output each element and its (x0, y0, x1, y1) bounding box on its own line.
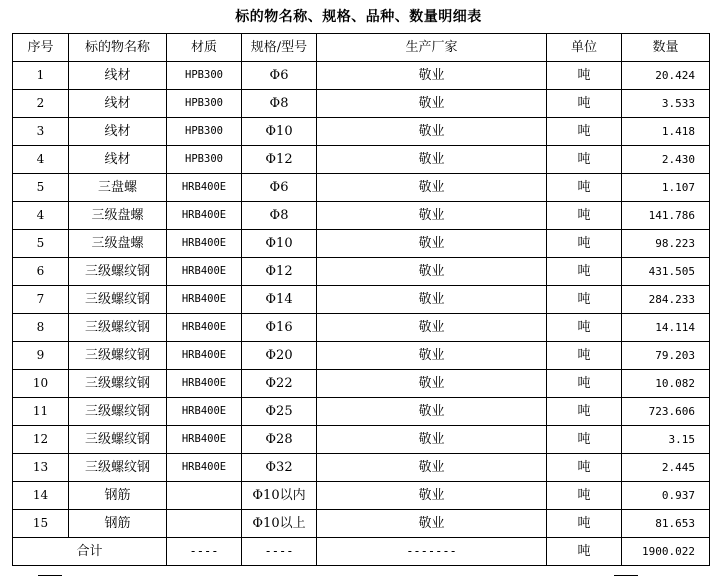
cell-unit: 吨 (547, 482, 622, 510)
cell-name: 线材 (69, 118, 167, 146)
cell-unit: 吨 (547, 314, 622, 342)
cell-qty: 284.233 (622, 286, 710, 314)
cell-name: 线材 (69, 62, 167, 90)
cell-qty: 14.114 (622, 314, 710, 342)
cell-no: 4 (13, 146, 69, 174)
footer-rule-left (38, 575, 62, 576)
cell-spec: Φ12 (242, 258, 317, 286)
cell-material (167, 482, 242, 510)
cell-qty: 1.418 (622, 118, 710, 146)
table-row (13, 258, 710, 286)
cell-unit: 吨 (547, 370, 622, 398)
cell-maker: 敬业 (317, 146, 547, 174)
cell-name: 钢筋 (69, 482, 167, 510)
cell-material: HRB400E (167, 202, 242, 230)
cell-name: 钢筋 (69, 510, 167, 538)
cell-qty: 2.430 (622, 146, 710, 174)
cell-material: HPB300 (167, 118, 242, 146)
cell-qty: 3.15 (622, 426, 710, 454)
cell-maker: 敬业 (317, 510, 547, 538)
cell-spec: Φ22 (242, 370, 317, 398)
cell-spec: Φ8 (242, 90, 317, 118)
total-unit: 吨 (547, 538, 622, 566)
cell-maker: 敬业 (317, 118, 547, 146)
cell-no: 4 (13, 202, 69, 230)
cell-material: HRB400E (167, 398, 242, 426)
cell-unit: 吨 (547, 510, 622, 538)
cell-maker: 敬业 (317, 62, 547, 90)
header-name: 标的物名称 (69, 34, 167, 62)
cell-maker: 敬业 (317, 398, 547, 426)
table-row (13, 146, 710, 174)
cell-unit: 吨 (547, 118, 622, 146)
cell-no: 11 (13, 398, 69, 426)
table-row (13, 370, 710, 398)
cell-no: 5 (13, 230, 69, 258)
cell-maker: 敬业 (317, 342, 547, 370)
cell-no: 2 (13, 90, 69, 118)
cell-maker: 敬业 (317, 258, 547, 286)
table-row (13, 90, 710, 118)
total-maker: ------- (317, 538, 547, 566)
cell-maker: 敬业 (317, 314, 547, 342)
cell-material: HRB400E (167, 258, 242, 286)
cell-unit: 吨 (547, 146, 622, 174)
table-row (13, 426, 710, 454)
cell-spec: Φ10 (242, 118, 317, 146)
cell-material: HPB300 (167, 146, 242, 174)
cell-qty: 723.606 (622, 398, 710, 426)
cell-name: 三级螺纹钢 (69, 342, 167, 370)
cell-unit: 吨 (547, 90, 622, 118)
cell-spec: Φ20 (242, 342, 317, 370)
cell-spec: Φ10 (242, 230, 317, 258)
cell-no: 5 (13, 174, 69, 202)
cell-unit: 吨 (547, 202, 622, 230)
cell-spec: Φ8 (242, 202, 317, 230)
footer-rule-right (614, 575, 638, 576)
cell-name: 三级盘螺 (69, 230, 167, 258)
cell-name: 三级螺纹钢 (69, 398, 167, 426)
cell-material (167, 510, 242, 538)
cell-qty: 0.937 (622, 482, 710, 510)
cell-qty: 98.223 (622, 230, 710, 258)
table-row (13, 62, 710, 90)
cell-name: 三盘螺 (69, 174, 167, 202)
header-row (13, 34, 710, 62)
header-no: 序号 (13, 34, 69, 62)
cell-unit: 吨 (547, 230, 622, 258)
cell-no: 7 (13, 286, 69, 314)
cell-name: 线材 (69, 90, 167, 118)
cell-name: 三级盘螺 (69, 202, 167, 230)
cell-material: HRB400E (167, 314, 242, 342)
cell-qty: 431.505 (622, 258, 710, 286)
cell-material: HRB400E (167, 426, 242, 454)
header-spec: 规格/型号 (242, 34, 317, 62)
detail-table (12, 33, 710, 566)
cell-material: HRB400E (167, 370, 242, 398)
table-row (13, 202, 710, 230)
header-maker: 生产厂家 (317, 34, 547, 62)
cell-no: 15 (13, 510, 69, 538)
cell-qty: 1.107 (622, 174, 710, 202)
cell-no: 8 (13, 314, 69, 342)
cell-qty: 2.445 (622, 454, 710, 482)
total-row (13, 538, 710, 566)
cell-material: HRB400E (167, 454, 242, 482)
table-row (13, 454, 710, 482)
cell-no: 14 (13, 482, 69, 510)
cell-name: 三级螺纹钢 (69, 314, 167, 342)
total-qty: 1900.022 (622, 538, 710, 566)
cell-spec: Φ10以内 (242, 482, 317, 510)
cell-maker: 敬业 (317, 426, 547, 454)
cell-no: 1 (13, 62, 69, 90)
cell-unit: 吨 (547, 62, 622, 90)
cell-name: 三级螺纹钢 (69, 286, 167, 314)
cell-name: 三级螺纹钢 (69, 454, 167, 482)
cell-material: HPB300 (167, 62, 242, 90)
total-material: ---- (167, 538, 242, 566)
header-unit: 单位 (547, 34, 622, 62)
cell-maker: 敬业 (317, 286, 547, 314)
cell-qty: 79.203 (622, 342, 710, 370)
cell-no: 13 (13, 454, 69, 482)
cell-qty: 10.082 (622, 370, 710, 398)
cell-unit: 吨 (547, 286, 622, 314)
cell-unit: 吨 (547, 398, 622, 426)
total-label: 合计 (13, 538, 167, 566)
cell-unit: 吨 (547, 258, 622, 286)
cell-qty: 3.533 (622, 90, 710, 118)
cell-maker: 敬业 (317, 230, 547, 258)
cell-spec: Φ16 (242, 314, 317, 342)
cell-no: 10 (13, 370, 69, 398)
cell-maker: 敬业 (317, 454, 547, 482)
header-qty: 数量 (622, 34, 710, 62)
cell-unit: 吨 (547, 174, 622, 202)
cell-material: HRB400E (167, 230, 242, 258)
cell-maker: 敬业 (317, 202, 547, 230)
cell-name: 三级螺纹钢 (69, 258, 167, 286)
cell-material: HPB300 (167, 90, 242, 118)
table-row (13, 314, 710, 342)
cell-no: 6 (13, 258, 69, 286)
table-row (13, 342, 710, 370)
table-row (13, 482, 710, 510)
cell-name: 三级螺纹钢 (69, 370, 167, 398)
cell-unit: 吨 (547, 342, 622, 370)
cell-unit: 吨 (547, 454, 622, 482)
cell-spec: Φ12 (242, 146, 317, 174)
cell-name: 线材 (69, 146, 167, 174)
total-spec: ---- (242, 538, 317, 566)
cell-material: HRB400E (167, 174, 242, 202)
cell-maker: 敬业 (317, 90, 547, 118)
cell-spec: Φ6 (242, 62, 317, 90)
header-material: 材质 (167, 34, 242, 62)
cell-qty: 141.786 (622, 202, 710, 230)
cell-unit: 吨 (547, 426, 622, 454)
table-row (13, 286, 710, 314)
table-row (13, 174, 710, 202)
cell-name: 三级螺纹钢 (69, 426, 167, 454)
cell-qty: 20.424 (622, 62, 710, 90)
table-row (13, 510, 710, 538)
cell-no: 3 (13, 118, 69, 146)
cell-maker: 敬业 (317, 482, 547, 510)
cell-spec: Φ14 (242, 286, 317, 314)
cell-material: HRB400E (167, 342, 242, 370)
cell-no: 12 (13, 426, 69, 454)
cell-spec: Φ10以上 (242, 510, 317, 538)
cell-maker: 敬业 (317, 370, 547, 398)
cell-no: 9 (13, 342, 69, 370)
cell-spec: Φ6 (242, 174, 317, 202)
cell-maker: 敬业 (317, 174, 547, 202)
table-row (13, 398, 710, 426)
cell-spec: Φ25 (242, 398, 317, 426)
table-row (13, 230, 710, 258)
cell-spec: Φ32 (242, 454, 317, 482)
cell-spec: Φ28 (242, 426, 317, 454)
table-row (13, 118, 710, 146)
page-title: 标的物名称、规格、品种、数量明细表 (235, 9, 482, 25)
cell-material: HRB400E (167, 286, 242, 314)
cell-qty: 81.653 (622, 510, 710, 538)
